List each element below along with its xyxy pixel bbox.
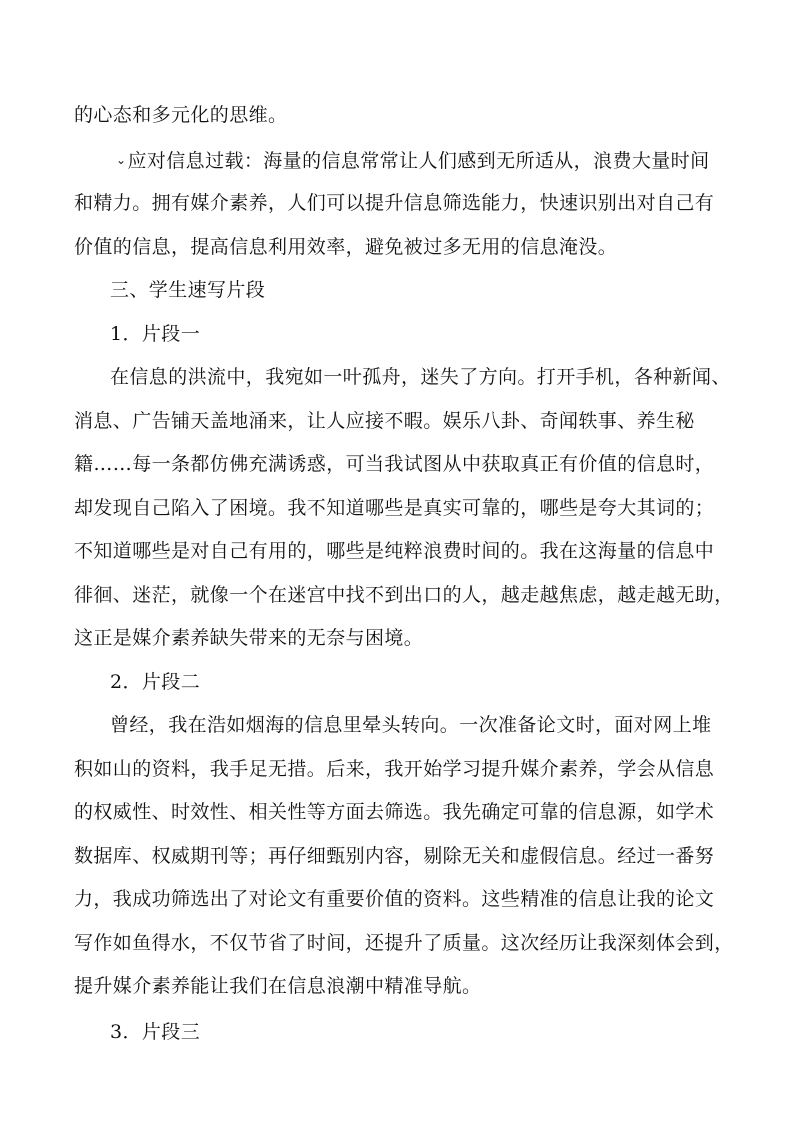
section-heading: 三、学生速写片段 <box>110 279 266 301</box>
paragraph-line: 的心态和多元化的思维。 <box>74 104 288 126</box>
paragraph-line: 数据库、权威期刊等；再仔细甄别内容，剔除无关和虚假信息。经过一番努 <box>74 845 715 867</box>
bullet-icon: ⌄ <box>116 153 127 167</box>
paragraph-line: 这正是媒介素养缺失带来的无奈与困境。 <box>74 627 424 649</box>
bullet-paragraph-line <box>116 148 776 173</box>
paragraph-line: 徘徊、迷茫，就像一个在迷宫中找不到出口的人，越走越焦虑，越走越无助， <box>74 584 734 606</box>
subsection-heading: 1．片段一 <box>110 323 201 345</box>
subsection-heading: 2．片段二 <box>110 671 201 693</box>
paragraph-line: 的权威性、时效性、相关性等方面去筛选。我先确定可靠的信息源，如学术 <box>74 801 715 823</box>
paragraph-line: 不知道哪些是对自己有用的，哪些是纯粹浪费时间的。我在这海量的信息中 <box>74 540 715 562</box>
paragraph-line: 籍……每一条都仿佛充满诱惑，可当我试图从中获取真正有价值的信息时， <box>74 453 715 475</box>
paragraph-line: 提升媒介素养能让我们在信息浪潮中精准导航。 <box>74 975 482 997</box>
paragraph-line: 曾经，我在浩如烟海的信息里晕头转向。一次准备论文时，面对网上堆 <box>110 714 712 736</box>
paragraph-line: 价值的信息，提高信息利用效率，避免被过多无用的信息淹没。 <box>74 236 618 258</box>
subsection-heading: 3．片段三 <box>110 1021 201 1043</box>
paragraph-line: 却发现自己陷入了困境。我不知道哪些是真实可靠的，哪些是夸大其词的； <box>74 497 715 519</box>
paragraph-line: 写作如鱼得水，不仅节省了时间，还提升了质量。这次经历让我深刻体会到， <box>74 932 734 954</box>
bullet-text: 应对信息过载：海量的信息常常让人们感到无所适从，浪费大量时间 <box>127 150 710 172</box>
paragraph-line: 在信息的洪流中，我宛如一叶孤舟，迷失了方向。打开手机，各种新闻、 <box>110 366 731 388</box>
paragraph-line: 力，我成功筛选出了对论文有重要价值的资料。这些精准的信息让我的论文 <box>74 888 715 910</box>
paragraph-line: 消息、广告铺天盖地涌来，让人应接不暇。娱乐八卦、奇闻轶事、养生秘 <box>74 410 695 432</box>
paragraph-line: 积如山的资料，我手足无措。后来，我开始学习提升媒介素养，学会从信息 <box>74 758 715 780</box>
paragraph-line: 和精力。拥有媒介素养，人们可以提升信息筛选能力，快速识别出对自己有 <box>74 192 715 214</box>
